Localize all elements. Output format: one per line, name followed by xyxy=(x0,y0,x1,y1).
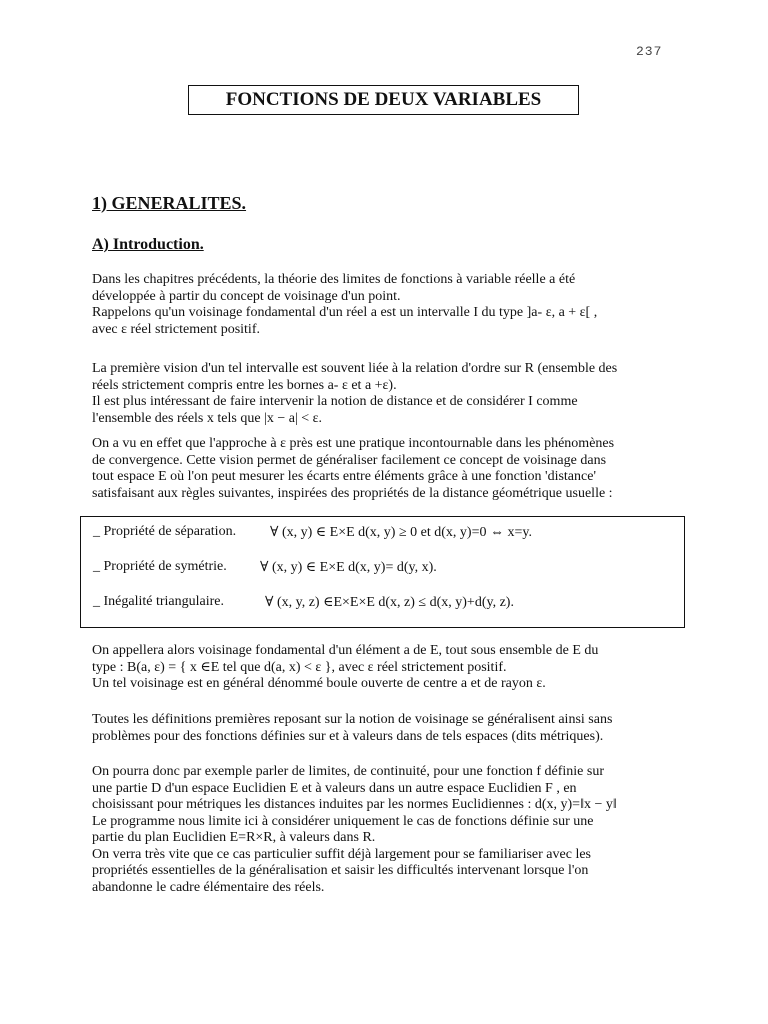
text-line: Le programme nous limite ici à considérer uniquement le cas de fonctions définie sur une xyxy=(92,813,594,829)
text-line: propriétés essentielles de la généralisation et saisir les difficultés intervenant lorsque l'on xyxy=(92,863,589,878)
text-line: Dans les chapitres précédents, la théorie des limites de fonctions à variable réelle a été xyxy=(92,272,576,287)
property-formula: ∀ (x, y, z) ∈E×E×E d(x, z) ≤ d(x, y)+d(y, z). xyxy=(265,595,514,610)
text-line: choisissant pour métriques les distances induites par les normes Euclidiennes : d(x, y)=‖x − y‖ xyxy=(92,797,617,812)
subsection-heading: A) Introduction. xyxy=(92,236,204,253)
paragraph-euclidean xyxy=(92,764,682,896)
paragraph-intro xyxy=(92,272,682,338)
text-line: satisfaisant aux règles suivantes, inspirées des propriétés de la distance géométrique usuelle : xyxy=(92,485,613,501)
text-line: abandonne le cadre élémentaire des réels. xyxy=(92,879,325,895)
page-number: 237 xyxy=(636,44,663,59)
property-name: _ Propriété de symétrie. xyxy=(93,559,227,574)
property-separation xyxy=(93,524,532,540)
text-line: réels strictement compris entre les bornes a- ε et a +ε). xyxy=(92,377,397,393)
text-line: type : B(a, ε) = { x ∈E tel que d(a, x) < ε }, avec ε réel strictement positif. xyxy=(92,659,507,675)
text-line: On pourra donc par exemple parler de limites, de continuité, pour une fonction f définie sur xyxy=(92,764,604,779)
text-line: l'ensemble des réels x tels que |x − a| < ε. xyxy=(92,410,323,426)
text-line: problèmes pour des fonctions définies sur et à valeurs dans de tels espaces (dits métriques). xyxy=(92,728,604,744)
paragraph-metric-spaces xyxy=(92,712,682,745)
section-heading: 1) GENERALITES. xyxy=(92,193,247,213)
text-line: Il est plus intéressant de faire intervenir la notion de distance et de considérer I comme xyxy=(92,394,578,409)
text-line: Rappelons qu'un voisinage fondamental d'un réel a est un intervalle I du type ]a- ε, a + ε[ , xyxy=(92,305,598,320)
text-line: On a vu en effet que l'approche à ε près est une pratique incontournable dans les phénomènes xyxy=(92,436,615,451)
text-line: tout espace E où l'on peut mesurer les écarts entre éléments grâce à une fonction 'distance' xyxy=(92,469,596,484)
property-name: _ Propriété de séparation. xyxy=(93,524,237,539)
paragraph-convergence xyxy=(92,436,682,502)
text-line: avec ε réel strictement positif. xyxy=(92,321,260,337)
paragraph-open-ball xyxy=(92,643,682,693)
property-formula: ∀ (x, y) ∈ E×E d(x, y)= d(y, x). xyxy=(260,560,437,575)
text-line: Un tel voisinage est en général dénommé boule ouverte de centre a et de rayon ε. xyxy=(92,676,546,691)
text-line: partie du plan Euclidien E=R×R, à valeurs dans R. xyxy=(92,830,376,845)
text-line: La première vision d'un tel intervalle est souvent liée à la relation d'ordre sur R (ensemble des xyxy=(92,361,618,376)
distance-properties-box xyxy=(80,516,685,628)
property-formula: ∀ (x, y) ∈ E×E d(x, y) ≥ 0 et d(x, y)=0 ⇔ x=y. xyxy=(270,525,532,540)
paragraph-order-relation xyxy=(92,361,682,427)
text-line: On appellera alors voisinage fondamental d'un élément a de E, tout sous ensemble de E du xyxy=(92,643,599,658)
property-name: _ Inégalité triangulaire. xyxy=(93,594,224,609)
text-line: de convergence. Cette vision permet de généraliser facilement ce concept de voisinage dans xyxy=(92,452,607,468)
property-triangle-inequality xyxy=(93,594,514,610)
document-title: FONCTIONS DE DEUX VARIABLES xyxy=(188,85,579,115)
text-line: Toutes les définitions premières reposant sur la notion de voisinage se généralisent ainsi sans xyxy=(92,712,613,727)
text-line: une partie D d'un espace Euclidien E et à valeurs dans un autre espace Euclidien F , en xyxy=(92,780,577,796)
property-symmetry xyxy=(93,559,437,575)
text-line: On verra très vite que ce cas particulier suffit déjà largement pour se familiariser avec les xyxy=(92,846,591,862)
text-line: développée à partir du concept de voisinage d'un point. xyxy=(92,288,401,304)
